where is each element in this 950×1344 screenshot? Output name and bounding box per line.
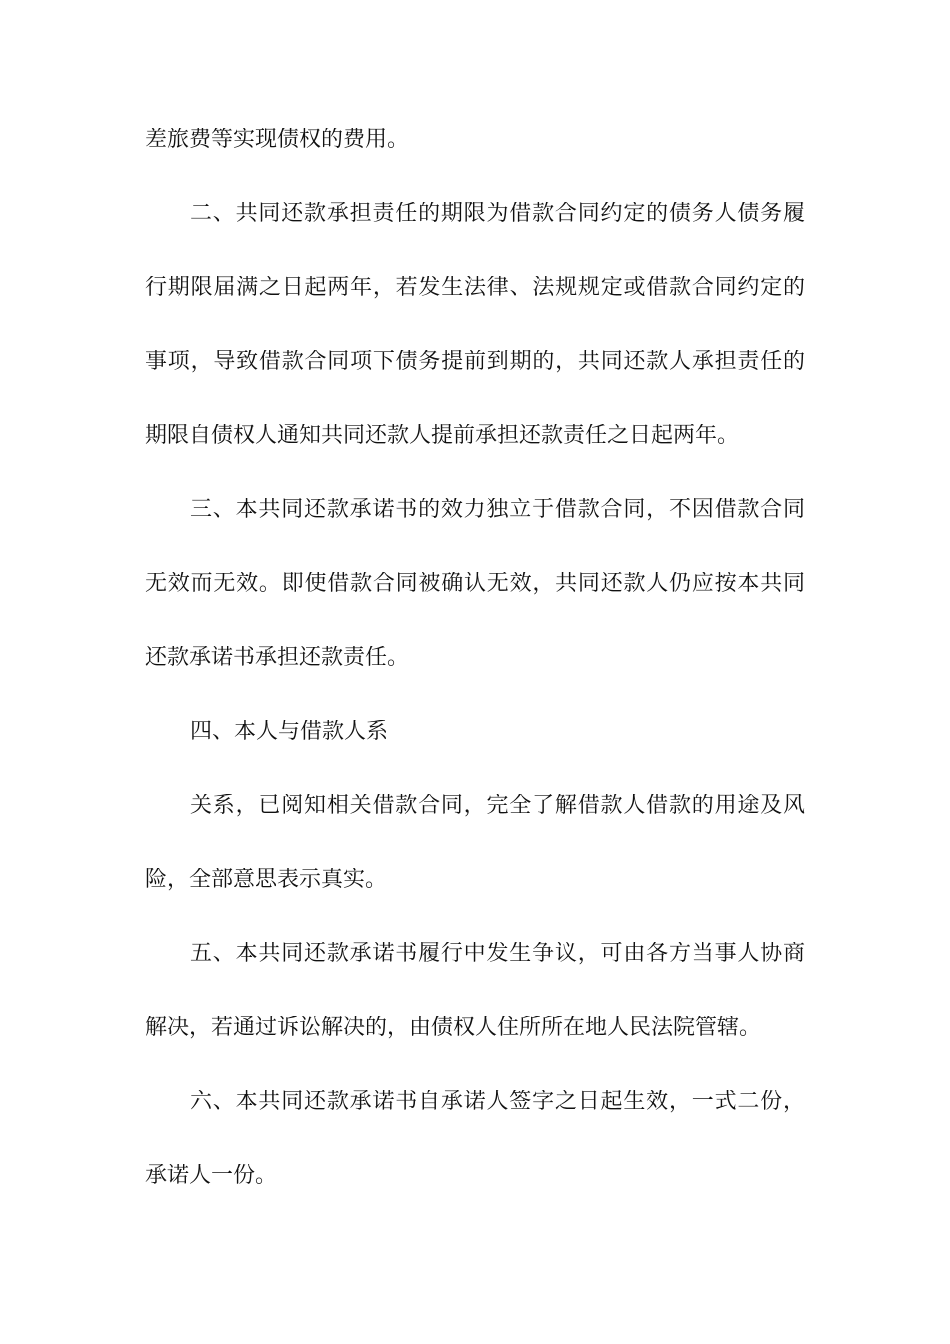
clause-2-line-3: 事项，导致借款合同项下债务提前到期的，共同还款人承担责任的 xyxy=(145,350,805,374)
text-line-1: 差旅费等实现债权的费用。 xyxy=(145,128,410,152)
document-body xyxy=(145,128,805,1238)
clause-4-line-3: 险，全部意思表示真实。 xyxy=(145,868,388,892)
clause-3-line-2: 无效而无效。即使借款合同被确认无效，共同还款人仍应按本共同 xyxy=(145,572,805,596)
clause-6-line-1: 六、本共同还款承诺书自承诺人签字之日起生效，一式二份， xyxy=(190,1090,805,1114)
clause-3-line-3: 还款承诺书承担还款责任。 xyxy=(145,646,410,670)
clause-2-line-2: 行期限届满之日起两年，若发生法律、法规规定或借款合同约定的 xyxy=(145,276,805,300)
clause-2-line-4: 期限自债权人通知共同还款人提前承担还款责任之日起两年。 xyxy=(145,424,740,448)
clause-4-line-1: 四、本人与借款人系 xyxy=(190,720,389,744)
clause-6-line-2: 承诺人一份。 xyxy=(145,1164,278,1188)
clause-3-line-1: 三、本共同还款承诺书的效力独立于借款合同，不因借款合同 xyxy=(190,498,805,522)
clause-5-line-1: 五、本共同还款承诺书履行中发生争议，可由各方当事人协商 xyxy=(190,942,805,966)
clause-5-line-2: 解决，若通过诉讼解决的，由债权人住所所在地人民法院管辖。 xyxy=(145,1016,762,1040)
clause-4-line-2: 关系，已阅知相关借款合同，完全了解借款人借款的用途及风 xyxy=(190,794,805,818)
clause-2-line-1: 二、共同还款承担责任的期限为借款合同约定的债务人债务履 xyxy=(190,202,805,226)
